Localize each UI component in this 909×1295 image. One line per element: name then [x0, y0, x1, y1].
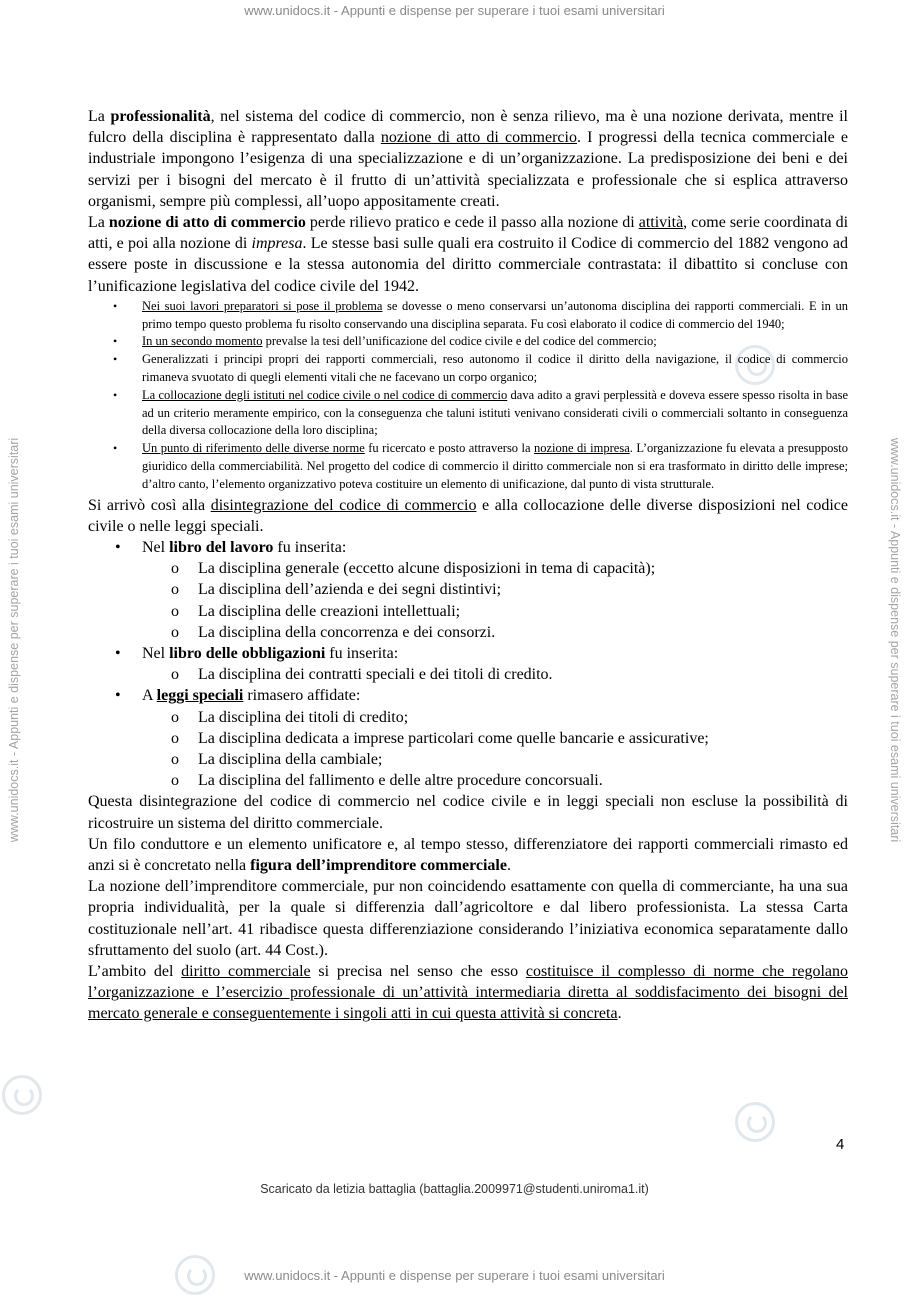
paragraph: La professionalità, nel sistema del codice di commercio, non è senza rilievo, ma è una nozione derivata, mentre il fulcro della disciplina è rappresentato dalla nozione di atto di commercio. I progressi della tecnica commerciale e industriale impongono l’esigenza di una specializzazione e di un’organizzazione. La predisposizione dei beni e dei servizi per i bisogni del mercato è il frutto di un’attività specializzata e professionale che si esplica attraverso organismi, sempre più complessi, all’uopo appositamente creati. [88, 108, 849, 210]
paragraph: Si arrivò così alla disintegrazione del codice di commercio e alla collocazione delle diverse disposizioni nel codice civile o nelle leggi speciali. [88, 496, 848, 535]
small-bullet-list [88, 298, 848, 494]
sub-list [142, 558, 848, 643]
bullet-list [88, 537, 848, 791]
sub-list-item: o La disciplina delle creazioni intellettuali; [198, 601, 848, 622]
paragraph: La nozione di atto di commercio perde rilievo pratico e cede il passo alla nozione di attività, come serie coordinata di atti, e poi alla nozione di impresa. Le stesse basi sulle quali era costruito il Codice di commercio del 1882 vengono ad essere poste in discussione e la stessa autonomia del diritto commerciale contrastata: il dibattito si concluse con l’unificazione legislativa del codice civile del 1942. [88, 214, 849, 295]
list-item: • Nel libro del lavoro fu inserita: o La disciplina generale (eccetto alcune disposizioni in tema di capacità); o La disciplina dell’azienda e dei segni distintivi; o La disciplina delle creazioni intellettuali; o La disciplina della concorrenza e dei consorzi. [142, 537, 848, 643]
page-number: 4 [836, 1136, 845, 1153]
watermark-bottom: www.unidocs.it - Appunti e dispense per superare i tuoi esami universitari [244, 1268, 665, 1283]
sub-list-item: o La disciplina della concorrenza e dei consorzi. [198, 622, 848, 643]
list-item: • In un secondo momento prevalse la tesi dell’unificazione del codice civile e del codice del commercio; [142, 333, 848, 351]
unidocs-logo-icon [735, 1102, 775, 1142]
footer-download-info: Scaricato da letizia battaglia (battaglia.2009971@studenti.uniroma1.it) [260, 1182, 649, 1196]
sub-list-item: o La disciplina dedicata a imprese particolari come quelle bancarie e assicurative; [198, 728, 848, 749]
watermark-right: www.unidocs.it - Appunti e dispense per superare i tuoi esami universitari [888, 437, 902, 843]
paragraph: Questa disintegrazione del codice di commercio nel codice civile e in leggi speciali non escluse la possibilità di ricostruire un sistema del diritto commerciale. [88, 793, 848, 832]
watermark-top: www.unidocs.it - Appunti e dispense per superare i tuoi esami universitari [244, 3, 665, 18]
paragraph: L’ambito del diritto commerciale si precisa nel senso che esso costituisce il complesso di norme che regolano l’organizzazione e l’esercizio professionale di un’attività intermediaria diretta al soddisfacimento dei bisogni del mercato generale e conseguentemente i singoli atti in cui questa attività si concreta. [88, 963, 848, 1023]
list-item: • Un punto di riferimento delle diverse norme fu ricercato e posto attraverso la nozione di impresa. L’organizzazione fu elevata a presupposto giuridico della commerciabilità. Nel progetto del codice di commercio il diritto commerciale non si era trasformato in diritto delle imprese; d’altro canto, l’elemento organizzativo poteva costituire un elemento di unificazione, dal punto di vista strutturale. [142, 440, 848, 493]
unidocs-logo-icon [2, 1075, 42, 1115]
paragraph: Un filo conduttore e un elemento unificatore e, al tempo stesso, differenziatore dei rapporti commerciali rimasto ed anzi si è concretato nella figura dell’imprenditore commerciale. [88, 835, 848, 875]
unidocs-logo-icon [175, 1255, 215, 1295]
list-item: • Generalizzati i principi propri dei rapporti commerciali, reso autonomo il codice il diritto della navigazione, il codice di commercio rimaneva svuotato di quegli elementi vitali che ne facevano un corpo organico; [142, 351, 848, 387]
document-body [88, 106, 848, 1025]
sub-list [142, 664, 848, 685]
sub-list-item: o La disciplina generale (eccetto alcune disposizioni in tema di capacità); [198, 558, 848, 579]
watermark-left: www.unidocs.it - Appunti e dispense per superare i tuoi esami universitari [7, 437, 21, 843]
list-item: • Nel libro delle obbligazioni fu inserita: o La disciplina dei contratti speciali e dei titoli di credito. [142, 643, 848, 685]
paragraph: La nozione dell’imprenditore commerciale, pur non coincidendo esattamente con quella di commerciante, ha una sua propria individualità, per la quale si differenzia dall’agricoltore e dal libero professionista. La stessa Carta costituzionale nell’art. 41 ribadisce questa differenziazione considerando l’iniziativa economica separatamente dallo sfruttamento del suolo (art. 44 Cost.). [88, 878, 848, 959]
sub-list-item: o La disciplina del fallimento e delle altre procedure concorsuali. [198, 770, 848, 791]
sub-list-item: o La disciplina dei titoli di credito; [198, 707, 848, 728]
list-item: • La collocazione degli istituti nel codice civile o nel codice di commercio dava adito a gravi perplessità e doveva essere spesso risolta in base ad un criterio meramente empirico, con la conseguenza che taluni istituti venivano considerati civili o commerciali soltanto in conseguenza della diversa collocazione della loro disciplina; [142, 387, 848, 440]
sub-list [142, 707, 848, 792]
list-item: • Nei suoi lavori preparatori si pose il problema se dovesse o meno conservarsi un’autonoma disciplina dei rapporti commerciali. E in un primo tempo questo problema fu risolto conservando una disciplina separata. Fu così elaborato il codice di commercio del 1940; [142, 298, 848, 334]
sub-list-item: o La disciplina dei contratti speciali e dei titoli di credito. [198, 664, 848, 685]
sub-list-item: o La disciplina della cambiale; [198, 749, 848, 770]
list-item: • A leggi speciali rimasero affidate: o La disciplina dei titoli di credito; o La disciplina dedicata a imprese particolari come quelle bancarie e assicurative; o La disciplina della cambiale; o La disciplina del fallimento e delle altre procedure concorsuali. [142, 685, 848, 791]
sub-list-item: o La disciplina dell’azienda e dei segni distintivi; [198, 579, 848, 600]
